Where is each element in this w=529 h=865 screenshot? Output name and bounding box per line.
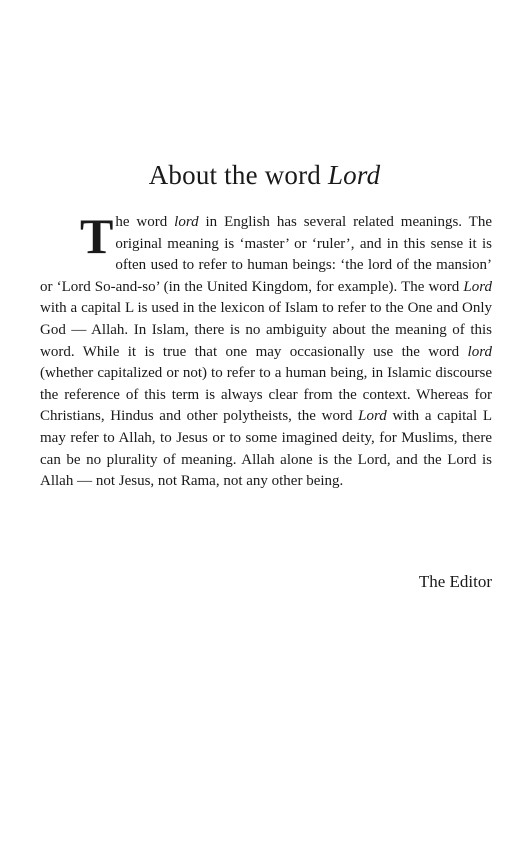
- text-segment: he word: [115, 214, 175, 230]
- text-segment-italic: lord: [467, 343, 492, 360]
- title-prefix: About the word: [148, 160, 328, 190]
- text-segment: in English has several related meanings. The original meaning is ‘master’ or ‘ruler’, and in this sense it is often used to refer to human beings: ‘the lord of the mansion’ or ‘Lord So-and-so’ (in the United Kingdom, for example). The word: [40, 214, 492, 295]
- signature: The Editor: [418, 572, 492, 591]
- drop-cap: T: [80, 208, 114, 264]
- text-segment: with a capital L is used in the lexicon of Islam to refer to the One and Only God — Allah. In Islam, there is no ambiguity about the meaning of this word. While it is true that one may occasionally use the word: [40, 300, 492, 360]
- page-title: [0, 158, 529, 192]
- text-segment: with a capital L may refer to Allah, to Jesus or to some imagined deity, for Muslims, there can be no plurality of meaning. Allah alone is the Lord, and the Lord is Allah — not Jesus, not Rama, not any other being.: [40, 408, 492, 490]
- text-segment-italic: lord: [174, 214, 199, 230]
- text-segment-italic: Lord: [463, 278, 492, 295]
- title-emphasis: Lord: [327, 160, 381, 190]
- article-paragraph: [40, 208, 492, 493]
- text-segment-italic: Lord: [358, 408, 387, 425]
- text-segment: (whether capitalized or not) to refer to a human being, in Islamic discourse the reference of this term is always clear from the context. Whereas for Christians, Hindus and other polytheists, the word: [40, 365, 492, 425]
